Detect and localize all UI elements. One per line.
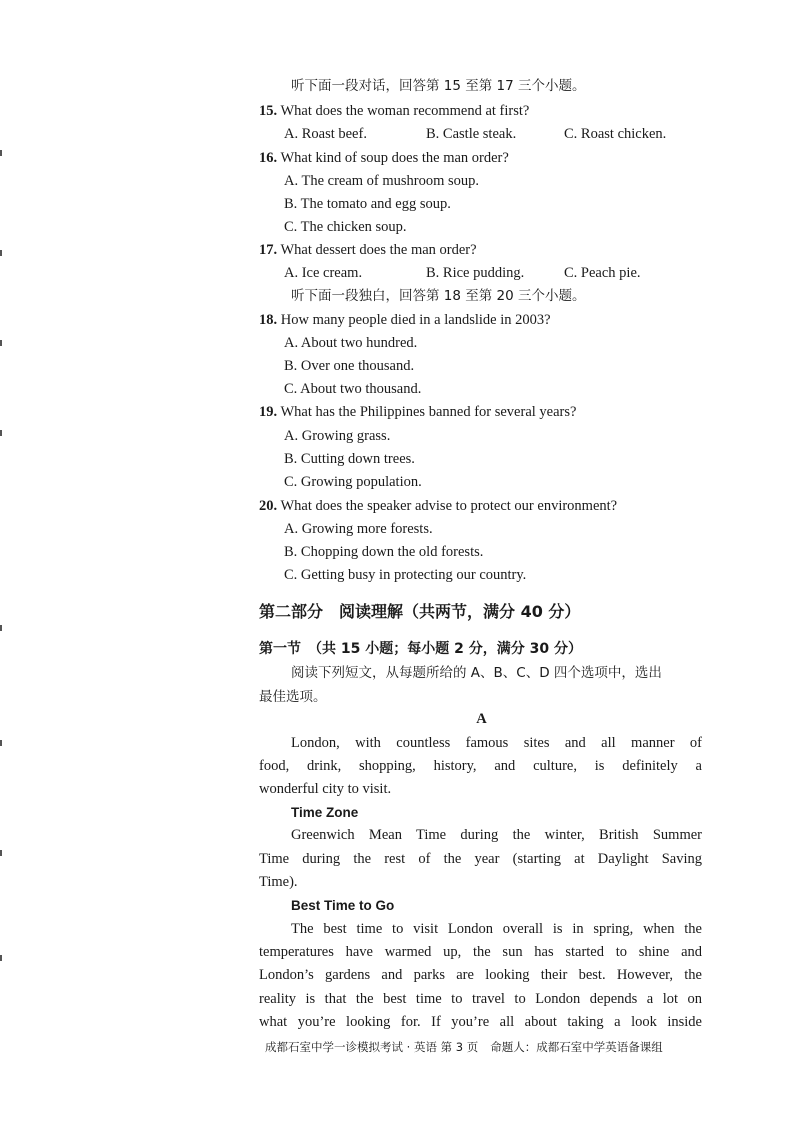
question-text: What does the speaker advise to protect our environment? — [280, 498, 618, 514]
option-a: A. About two hundred. — [284, 335, 418, 351]
option-c: C. Peach pie. — [564, 265, 641, 281]
question-19 — [259, 403, 576, 421]
margin-mark — [0, 955, 2, 961]
listening-intro-15-17: 听下面一段对话，回答第 15 至第 17 三个小题。 — [291, 78, 586, 94]
passage-label: A — [476, 711, 487, 727]
margin-mark — [0, 850, 2, 856]
margin-mark — [0, 430, 2, 436]
footer-right: 命题人：成都石室中学英语备课组 — [490, 1040, 663, 1054]
option-c: C. About two thousand. — [284, 381, 422, 397]
passage-line: temperatures have warmed up, the sun has started to shine and — [259, 944, 702, 960]
passage-line: The best time to visit London overall is in spring, when the — [291, 921, 702, 937]
page-footer — [265, 1039, 663, 1055]
passage-line: what you’re looking for. If you’re all about taking a look inside — [259, 1014, 702, 1030]
part2-title: 第二部分 阅读理解（共两节，满分 40 分） — [259, 602, 581, 621]
question-text: What dessert does the man order? — [280, 242, 477, 258]
option-b: B. Cutting down trees. — [284, 451, 415, 467]
option-b: B. Rice pudding. — [426, 265, 525, 281]
option-a: A. Roast beef. — [284, 126, 367, 142]
question-text: What has the Philippines banned for several years? — [280, 404, 577, 420]
question-17 — [259, 241, 477, 259]
option-b: B. Over one thousand. — [284, 358, 415, 374]
question-15 — [259, 102, 529, 120]
heading-time-zone: Time Zone — [291, 805, 359, 820]
passage-line: Time during the rest of the year (starting at Daylight Saving — [259, 851, 702, 867]
option-c: C. Roast chicken. — [564, 126, 667, 142]
question-number: 17. — [259, 242, 278, 258]
listening-intro-18-20: 听下面一段独白，回答第 18 至第 20 三个小题。 — [291, 288, 586, 304]
passage-line: London’s gardens and parks are looking their best. However, the — [259, 967, 702, 983]
question-20 — [259, 497, 617, 515]
option-a: A. Growing more forests. — [284, 521, 433, 537]
question-number: 20. — [259, 498, 278, 514]
margin-mark — [0, 250, 2, 256]
question-16 — [259, 149, 509, 167]
passage-line: London, with countless famous sites and all manner of — [291, 735, 702, 751]
reading-instruction-line2: 最佳选项。 — [259, 689, 327, 705]
question-text: What kind of soup does the man order? — [280, 150, 509, 166]
option-a: A. The cream of mushroom soup. — [284, 173, 480, 189]
margin-mark — [0, 740, 2, 746]
passage-line: food, drink, shopping, history, and culture, is definitely a — [259, 758, 702, 774]
option-c: C. Growing population. — [284, 474, 422, 490]
passage-line: wonderful city to visit. — [259, 781, 392, 797]
margin-mark — [0, 625, 2, 631]
question-number: 19. — [259, 404, 278, 420]
option-b: B. Chopping down the old forests. — [284, 544, 484, 560]
option-b: B. Castle steak. — [426, 126, 517, 142]
question-text: How many people died in a landslide in 2003? — [280, 312, 551, 328]
passage-line: Time). — [259, 874, 298, 890]
question-number: 18. — [259, 312, 278, 328]
heading-best-time: Best Time to Go — [291, 898, 395, 913]
option-c: C. Getting busy in protecting our country. — [284, 567, 527, 583]
part2-section1-title: 第一节 （共 15 小题；每小题 2 分，满分 30 分） — [259, 641, 582, 657]
option-c: C. The chicken soup. — [284, 219, 407, 235]
question-text: What does the woman recommend at first? — [280, 103, 530, 119]
option-b: B. The tomato and egg soup. — [284, 196, 451, 212]
margin-mark — [0, 150, 2, 156]
question-number: 16. — [259, 150, 278, 166]
options-17 — [284, 264, 641, 282]
option-a: A. Growing grass. — [284, 428, 391, 444]
option-a: A. Ice cream. — [284, 265, 363, 281]
margin-mark — [0, 340, 2, 346]
passage-line: reality is that the best time to travel to London depends a lot on — [259, 991, 702, 1007]
options-15 — [284, 125, 666, 143]
question-number: 15. — [259, 103, 278, 119]
passage-line: Greenwich Mean Time during the winter, British Summer — [291, 827, 702, 843]
reading-instruction-line1: 阅读下列短文，从每题所给的 A、B、C、D 四个选项中，选出 — [291, 665, 662, 681]
footer-left: 成都石室中学一诊模拟考试 · 英语 第 3 页 — [265, 1040, 479, 1054]
question-18 — [259, 311, 551, 329]
